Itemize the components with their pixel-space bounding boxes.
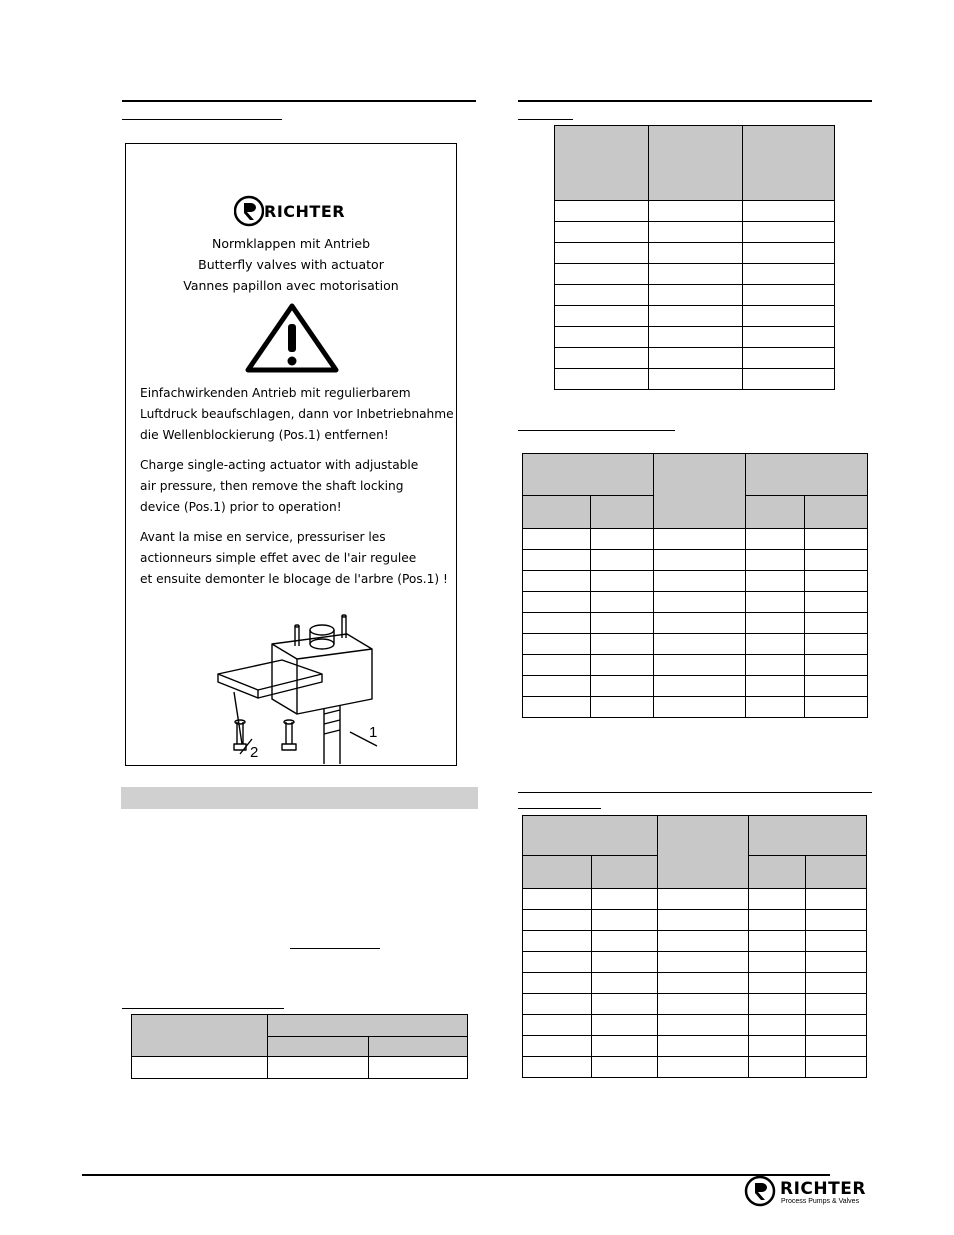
- warning-fr-line-3: et ensuite demonter le blocage de l'arbre (Pos.1) !: [140, 572, 448, 586]
- table-cell: [649, 369, 743, 390]
- table-cell: [555, 201, 649, 222]
- table-cell: [523, 994, 592, 1015]
- table-row: [555, 201, 835, 222]
- table-cell: [523, 571, 591, 592]
- table-cell: [555, 327, 649, 348]
- table-cell: [654, 634, 746, 655]
- table-cell: [555, 243, 649, 264]
- table-cell: [749, 856, 806, 889]
- table-cell: [746, 634, 805, 655]
- warning-text-de: [140, 383, 454, 446]
- heading-rule-left-top: [122, 100, 476, 102]
- table-cell: [746, 496, 805, 529]
- warning-fr-line-1: Avant la mise en service, pressuriser les: [140, 530, 386, 544]
- table-cell: [743, 264, 835, 285]
- label-title-fr: Vannes papillon avec motorisation: [183, 278, 399, 293]
- table-row: [523, 655, 868, 676]
- table-cell: [743, 348, 835, 369]
- table-cell: [591, 613, 654, 634]
- table-cell: [654, 454, 746, 529]
- table-cell: [592, 889, 658, 910]
- table-cell: [523, 889, 592, 910]
- table-cell: [591, 676, 654, 697]
- table-cell: [654, 592, 746, 613]
- table-cell: [523, 655, 591, 676]
- richter-logo-icon: [234, 195, 264, 227]
- table-cell: [654, 571, 746, 592]
- label-title-de: Normklappen mit Antrieb: [211, 236, 371, 251]
- table-cell: [658, 973, 749, 994]
- table-cell: [591, 697, 654, 718]
- table-cell: [743, 222, 835, 243]
- table-cell: [592, 910, 658, 931]
- table-cell: [806, 889, 867, 910]
- callout-2: 2: [250, 744, 259, 761]
- table-cell: [746, 676, 805, 697]
- table-cell: [592, 1015, 658, 1036]
- warning-en-line-3: device (Pos.1) prior to operation!: [140, 500, 342, 514]
- footer-tagline: Process Pumps & Valves: [781, 1198, 860, 1205]
- table-cell: [649, 327, 743, 348]
- heading-underline-right: [518, 119, 573, 120]
- table-cell: [743, 126, 835, 201]
- table-row: [132, 1015, 468, 1037]
- table-cell: [523, 952, 592, 973]
- table-cell: [658, 1057, 749, 1078]
- table-cell: [268, 1015, 468, 1037]
- table-row: [555, 369, 835, 390]
- table-row: [523, 454, 868, 496]
- inline-underline: [290, 948, 380, 949]
- table-cell: [749, 910, 806, 931]
- table-cell: [591, 592, 654, 613]
- warning-de-line-3: die Wellenblockierung (Pos.1) entfernen!: [140, 428, 389, 442]
- table-right-2: [522, 453, 868, 718]
- table-cell: [523, 856, 592, 889]
- table-row: [523, 592, 868, 613]
- richter-logo-icon: [744, 1175, 776, 1207]
- warning-label: [125, 143, 457, 766]
- table-cell: [654, 655, 746, 676]
- table-cell: [523, 1036, 592, 1057]
- table-cell: [523, 931, 592, 952]
- table-cell: [805, 529, 868, 550]
- warning-text-en: [140, 455, 418, 518]
- table-cell: [592, 1057, 658, 1078]
- table-cell: [806, 931, 867, 952]
- table-cell: [649, 348, 743, 369]
- table-cell: [743, 327, 835, 348]
- warning-en-line-1: Charge single-acting actuator with adjustable: [140, 458, 419, 472]
- table-cell: [654, 697, 746, 718]
- table-row: [523, 550, 868, 571]
- table-cell: [649, 222, 743, 243]
- table-cell: [591, 550, 654, 571]
- table-row: [555, 222, 835, 243]
- table-right-3: [522, 815, 867, 1078]
- table-cell: [746, 571, 805, 592]
- table-cell: [658, 931, 749, 952]
- heading-underline-left: [122, 119, 282, 120]
- table-cell: [805, 634, 868, 655]
- table-cell: [805, 613, 868, 634]
- table-cell: [658, 910, 749, 931]
- table-row: [523, 973, 867, 994]
- table-cell: [523, 816, 658, 856]
- table-row: [523, 529, 868, 550]
- table-row: [555, 243, 835, 264]
- table-row: [555, 348, 835, 369]
- table-cell: [369, 1057, 468, 1079]
- table-cell: [743, 201, 835, 222]
- table-cell: [649, 285, 743, 306]
- table-cell: [805, 592, 868, 613]
- table-cell: [369, 1037, 468, 1057]
- table-cell: [132, 1057, 268, 1079]
- table-cell: [743, 306, 835, 327]
- table-cell: [591, 529, 654, 550]
- table-cell: [268, 1037, 369, 1057]
- table-cell: [649, 243, 743, 264]
- table-cell: [806, 1036, 867, 1057]
- table-caption-underline-right-2: [518, 430, 675, 431]
- table-cell: [749, 889, 806, 910]
- table-row: [523, 571, 868, 592]
- table-cell: [805, 550, 868, 571]
- table-caption-underline-right-3: [518, 808, 601, 809]
- table-cell: [523, 454, 654, 496]
- heading-rule-right-top: [518, 100, 872, 102]
- table-cell: [523, 1057, 592, 1078]
- table-cell: [555, 285, 649, 306]
- table-cell: [743, 243, 835, 264]
- table-cell: [743, 369, 835, 390]
- table-cell: [523, 973, 592, 994]
- section-heading-bar: [121, 787, 478, 809]
- table-cell: [592, 952, 658, 973]
- table-cell: [649, 201, 743, 222]
- table-cell: [746, 655, 805, 676]
- table-cell: [555, 348, 649, 369]
- table-cell: [749, 994, 806, 1015]
- table-cell: [649, 126, 743, 201]
- table-cell: [649, 264, 743, 285]
- table-cell: [592, 973, 658, 994]
- table-row: [523, 634, 868, 655]
- table-cell: [555, 264, 649, 285]
- table-cell: [555, 222, 649, 243]
- table-cell: [749, 973, 806, 994]
- table-cell: [749, 931, 806, 952]
- table-row: [555, 264, 835, 285]
- table-cell: [555, 306, 649, 327]
- table-cell: [749, 952, 806, 973]
- table-row: [523, 1036, 867, 1057]
- footer-rule: [82, 1174, 830, 1176]
- table-row: [523, 994, 867, 1015]
- table-cell: [523, 634, 591, 655]
- table-cell: [805, 676, 868, 697]
- table-row: [523, 676, 868, 697]
- footer-brand: RICHTER: [780, 1179, 866, 1199]
- warning-de-line-2: Luftdruck beaufschlagen, dann vor Inbetriebnahme: [140, 407, 454, 421]
- table-cell: [591, 655, 654, 676]
- table-cell: [591, 571, 654, 592]
- table-row: [523, 697, 868, 718]
- table-cell: [268, 1057, 369, 1079]
- table-cell: [654, 613, 746, 634]
- table-cell: [806, 973, 867, 994]
- table-row: [523, 613, 868, 634]
- table-row: [555, 306, 835, 327]
- warning-fr-line-2: actionneurs simple effet avec de l'air regulee: [140, 551, 417, 565]
- table-cell: [523, 910, 592, 931]
- callout-1: 1: [369, 724, 378, 741]
- table-row: [555, 285, 835, 306]
- table-row: [523, 931, 867, 952]
- table-cell: [523, 592, 591, 613]
- table-cell: [746, 613, 805, 634]
- table-row: [523, 889, 867, 910]
- table-cell: [806, 856, 867, 889]
- table-cell: [805, 655, 868, 676]
- warning-en-line-2: air pressure, then remove the shaft locking: [140, 479, 404, 493]
- table-cell: [806, 1015, 867, 1036]
- table-cell: [523, 550, 591, 571]
- table-cell: [749, 1036, 806, 1057]
- table-caption-underline-left: [122, 1008, 284, 1009]
- table-cell: [592, 931, 658, 952]
- table-cell: [658, 952, 749, 973]
- table-cell: [555, 369, 649, 390]
- table-cell: [654, 676, 746, 697]
- table-cell: [806, 1057, 867, 1078]
- table-row: [523, 952, 867, 973]
- table-cell: [591, 496, 654, 529]
- table-row: [523, 910, 867, 931]
- table-cell: [658, 994, 749, 1015]
- table-cell: [654, 529, 746, 550]
- heading-rule-right-bottom: [518, 792, 872, 793]
- warning-triangle-icon: [244, 302, 340, 374]
- table-cell: [806, 994, 867, 1015]
- table-row: [132, 1057, 468, 1079]
- actuator-drawing: [212, 604, 412, 764]
- table-row: [523, 1015, 867, 1036]
- label-title-en: Butterfly valves with actuator: [198, 257, 384, 272]
- table-cell: [523, 676, 591, 697]
- table-cell: [805, 496, 868, 529]
- table-left-small: [131, 1014, 468, 1079]
- table-cell: [805, 697, 868, 718]
- table-cell: [806, 910, 867, 931]
- table-cell: [523, 1015, 592, 1036]
- warning-text-fr: [140, 527, 448, 590]
- table-cell: [746, 697, 805, 718]
- table-cell: [746, 529, 805, 550]
- table-cell: [749, 816, 867, 856]
- table-row: [555, 126, 835, 201]
- table-cell: [132, 1015, 268, 1057]
- table-cell: [658, 1036, 749, 1057]
- table-cell: [746, 592, 805, 613]
- table-row: [523, 816, 867, 856]
- table-cell: [523, 613, 591, 634]
- table-cell: [658, 889, 749, 910]
- label-brand: RICHTER: [264, 202, 346, 221]
- table-cell: [658, 816, 749, 889]
- table-cell: [805, 571, 868, 592]
- table-cell: [658, 1015, 749, 1036]
- table-row: [523, 1057, 867, 1078]
- table-cell: [743, 285, 835, 306]
- table-cell: [523, 496, 591, 529]
- table-cell: [746, 550, 805, 571]
- table-cell: [806, 952, 867, 973]
- table-cell: [649, 306, 743, 327]
- table-cell: [555, 126, 649, 201]
- table-cell: [749, 1057, 806, 1078]
- table-row: [555, 327, 835, 348]
- table-cell: [654, 550, 746, 571]
- table-cell: [591, 634, 654, 655]
- table-cell: [523, 529, 591, 550]
- table-cell: [592, 856, 658, 889]
- table-cell: [592, 994, 658, 1015]
- table-right-1: [554, 125, 835, 390]
- warning-de-line-1: Einfachwirkenden Antrieb mit regulierbarem: [140, 386, 411, 400]
- table-cell: [523, 697, 591, 718]
- table-cell: [592, 1036, 658, 1057]
- table-cell: [749, 1015, 806, 1036]
- table-cell: [746, 454, 868, 496]
